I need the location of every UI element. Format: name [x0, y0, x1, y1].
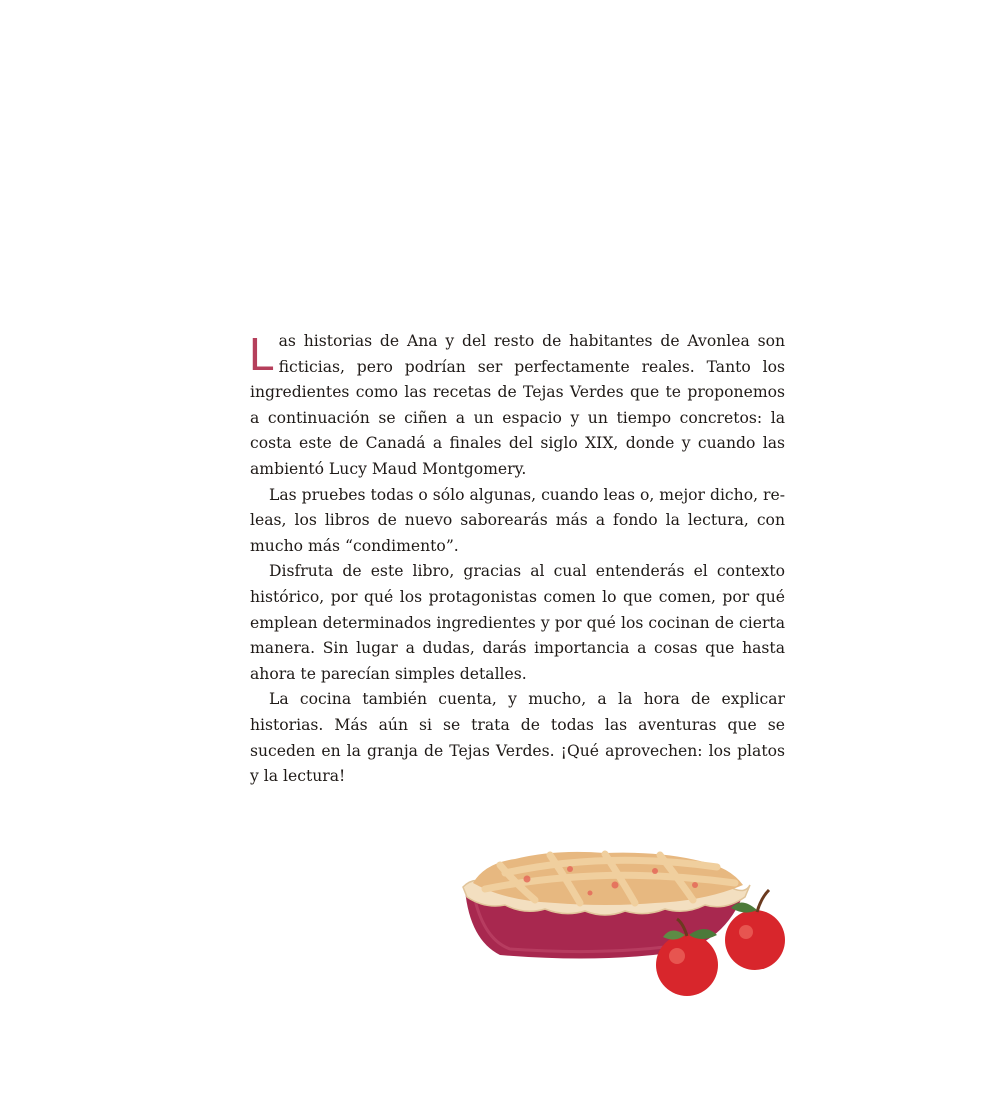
paragraph-3: Disfruta de este libro, gracias al cual entenderás el contexto histórico, por qué los protagonistas comen lo que comen, por qué emplean determinados ingredientes y por qué los cocinan de cierta manera. Sin lugar a dudas, darás importancia a cosas que hasta ahora te parecían simples detalles. — [250, 562, 785, 683]
paragraph-2: Las pruebes todas o sólo algunas, cuando leas o, mejor dicho, releas, los libros de nuevo saborearás más a fondo la lectura, con mucho más “condimento”. — [250, 485, 785, 555]
paragraph-4: La cocina también cuenta, y mucho, a la hora de explicar historias. Más aún si se trata de todas las aventuras que se suceden en la granja de Tejas Verdes. ¡Qué aprovechen: los platos y la lectura! — [250, 690, 785, 786]
paragraph-1-text: as historias de Ana y del resto de habitantes de Avonlea son ficticias, pero podrían ser perfectamente reales. Tanto los ingredientes como las recetas de Tejas Verdes que te proponemos a continuación se ciñen a un espacio y un tiempo concretos: la costa este de Canadá a finales del siglo XIX, donde y cuando las ambientó Lucy Maud Montgomery. — [250, 332, 785, 478]
drop-cap: L — [249, 328, 275, 380]
paragraph-1 — [250, 329, 785, 483]
intro-text — [250, 329, 785, 790]
apple-pie-illustration — [455, 845, 805, 1005]
